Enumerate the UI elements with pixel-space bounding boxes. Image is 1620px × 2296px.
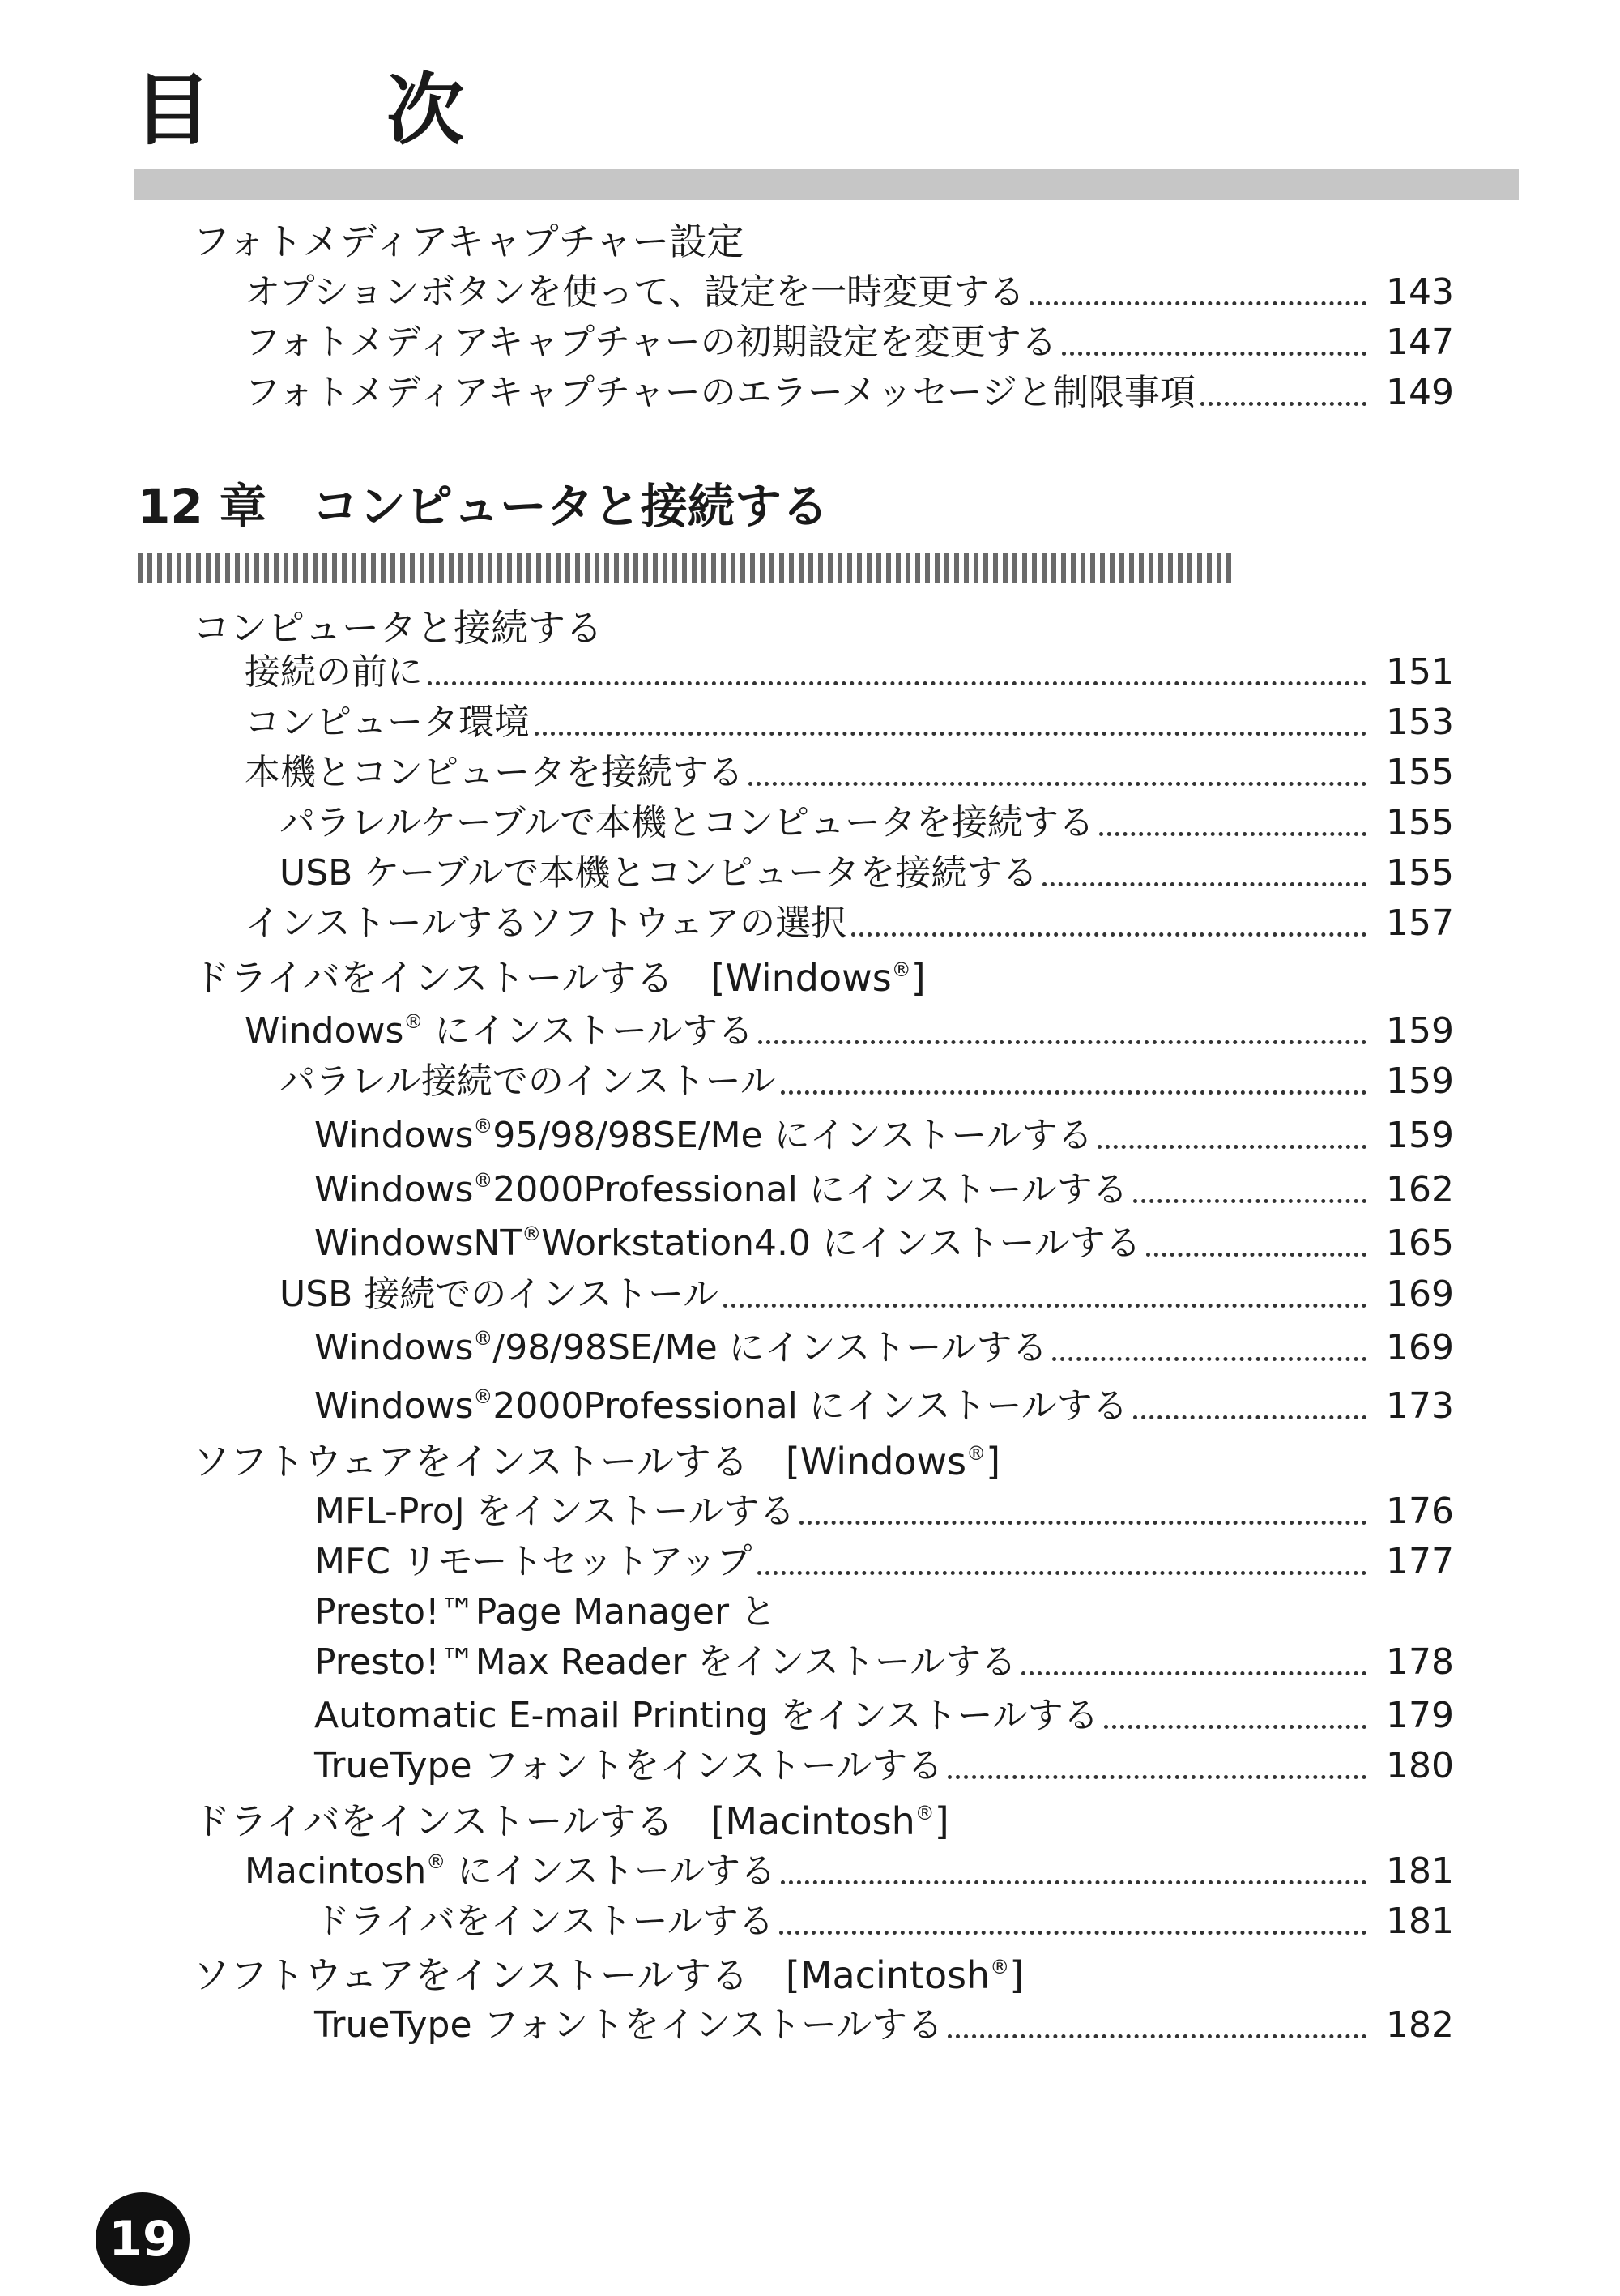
dot-leader xyxy=(799,1521,1366,1525)
section-heading-text xyxy=(193,1953,1024,1997)
label-text: MFL-ProJ をインストールする xyxy=(314,1491,795,1532)
chapter-title xyxy=(138,479,829,534)
entry-label xyxy=(314,1382,1133,1431)
page-title: 目 次 xyxy=(134,65,513,156)
toc-entry xyxy=(314,1324,1454,1372)
page-reference: 162 xyxy=(1386,1169,1454,1210)
label-suffix: 2000Professional にインストールする xyxy=(492,1385,1128,1427)
entry-label xyxy=(314,1638,1021,1687)
toc-entry xyxy=(245,899,1454,948)
label-text: ソフトウェアをインストールする [Macintosh xyxy=(193,1953,991,1997)
dot-leader xyxy=(1104,1725,1366,1729)
label-text: Presto!™Page Manager と xyxy=(314,1591,777,1632)
dot-leader xyxy=(1042,882,1366,886)
page-reference: 179 xyxy=(1386,1695,1454,1736)
dot-leader xyxy=(1052,1357,1366,1361)
toc-entry xyxy=(314,1219,1454,1268)
toc-entry xyxy=(314,1742,1454,1790)
registered-mark: ® xyxy=(966,1442,987,1465)
label-text: TrueType フォントをインストールする xyxy=(314,1745,944,1786)
dot-leader xyxy=(781,1090,1366,1095)
toc-entry xyxy=(314,1166,1454,1214)
page-reference: 151 xyxy=(1386,651,1454,693)
toc-entry xyxy=(245,698,1454,747)
entry-label xyxy=(245,899,851,948)
page-reference: 143 xyxy=(1386,271,1454,313)
toc-entry xyxy=(245,648,1454,697)
page-reference: 181 xyxy=(1386,1901,1454,1942)
page-reference: 177 xyxy=(1386,1541,1454,1582)
entry-label xyxy=(279,1057,781,1106)
dot-leader xyxy=(851,932,1366,937)
label-suffix: Workstation4.0 にインストールする xyxy=(541,1223,1141,1264)
dot-leader xyxy=(1030,301,1366,305)
dot-leader xyxy=(948,2034,1366,2038)
dot-leader xyxy=(1200,402,1366,406)
dot-leader xyxy=(757,1571,1367,1575)
dot-leader xyxy=(1021,1671,1366,1675)
toc-entry xyxy=(245,268,1454,317)
label-text: パラレルケーブルで本機とコンピュータを接続する xyxy=(279,802,1095,843)
entry-label xyxy=(279,1270,723,1319)
entry-label xyxy=(314,1692,1104,1740)
page-reference: 181 xyxy=(1386,1850,1454,1892)
label-text: USB 接続でのインストール xyxy=(279,1274,719,1315)
entry-label xyxy=(245,648,428,697)
dot-leader xyxy=(1146,1253,1366,1257)
label-suffix: 2000Professional にインストールする xyxy=(492,1169,1128,1210)
label-text: ドライバをインストールする [Macintosh xyxy=(193,1799,915,1843)
toc-entry xyxy=(314,1538,1454,1586)
entry-label xyxy=(314,1324,1052,1372)
entry-label xyxy=(245,318,1062,367)
dot-leader xyxy=(779,1931,1366,1935)
registered-mark: ® xyxy=(522,1223,542,1245)
label-text: パラレル接続でのインストール xyxy=(279,1061,776,1102)
entry-label xyxy=(314,1112,1098,1160)
label-text: Windows xyxy=(314,1385,474,1427)
dot-leader xyxy=(1133,1199,1366,1203)
label-text: MFC リモートセットアップ xyxy=(314,1541,752,1582)
registered-mark: ® xyxy=(473,1115,493,1137)
entry-label xyxy=(245,749,748,797)
label-text: コンピュータ環境 xyxy=(245,702,530,743)
registered-mark: ® xyxy=(473,1385,493,1408)
page-reference: 182 xyxy=(1386,2004,1454,2046)
toc-entry xyxy=(314,1487,1454,1536)
page-reference: 155 xyxy=(1386,802,1454,843)
entry-label xyxy=(245,1847,781,1896)
label-text: 本機とコンピュータを接続する xyxy=(245,752,744,793)
toc-entry xyxy=(314,2001,1454,2050)
page-reference: 155 xyxy=(1386,852,1454,894)
section-heading xyxy=(193,604,603,652)
dot-leader xyxy=(428,681,1366,685)
dot-leader xyxy=(1099,832,1366,836)
page-number-badge: 19 xyxy=(96,2192,190,2286)
label-text: WindowsNT xyxy=(314,1223,522,1264)
dot-leader xyxy=(948,1775,1366,1779)
toc-entry xyxy=(245,749,1454,797)
toc-entry xyxy=(245,1007,1454,1056)
entry-label xyxy=(314,1487,799,1536)
chapter-divider-bar xyxy=(138,553,1233,583)
dot-leader xyxy=(1062,352,1366,356)
section-heading xyxy=(193,217,744,266)
toc-entry xyxy=(314,1382,1454,1431)
label-suffix: ] xyxy=(986,1440,1001,1483)
toc-entry xyxy=(314,1897,1454,1946)
dot-leader xyxy=(535,732,1366,736)
title-divider-bar xyxy=(134,169,1519,200)
label-text: Presto!™Max Reader をインストールする xyxy=(314,1641,1017,1683)
entry-label xyxy=(245,268,1030,317)
page-reference: 173 xyxy=(1386,1385,1454,1427)
label-text: Automatic E-mail Printing をインストールする xyxy=(314,1695,1099,1736)
entry-label xyxy=(245,369,1200,417)
toc-entry xyxy=(279,849,1454,898)
entry-label xyxy=(314,2001,948,2050)
dot-leader xyxy=(1098,1145,1366,1149)
label-text: コンピュータと接続する xyxy=(193,606,603,650)
toc-entry xyxy=(314,1112,1454,1160)
entry-label xyxy=(314,1742,948,1790)
label-suffix: /98/98SE/Me にインストールする xyxy=(492,1327,1048,1368)
page-reference: 153 xyxy=(1386,702,1454,743)
section-heading xyxy=(193,1797,949,1846)
page-reference: 169 xyxy=(1386,1327,1454,1368)
label-text: 接続の前に xyxy=(245,651,423,693)
toc-entry xyxy=(279,799,1454,847)
label-text: Windows xyxy=(314,1327,474,1368)
page-reference: 159 xyxy=(1386,1115,1454,1156)
section-heading-text xyxy=(193,1799,949,1843)
page-reference: 147 xyxy=(1386,322,1454,363)
section-heading xyxy=(193,1437,1000,1486)
label-suffix: ] xyxy=(910,956,926,1000)
label-text: ソフトウェアをインストールする [Windows xyxy=(193,1440,967,1483)
page-reference: 157 xyxy=(1386,903,1454,944)
section-heading-text xyxy=(193,606,603,650)
registered-mark: ® xyxy=(914,1802,935,1824)
section-heading-text xyxy=(193,956,926,1000)
label-text: フォトメディアキャプチャーの初期設定を変更する xyxy=(245,322,1057,363)
toc-entry xyxy=(314,1692,1454,1740)
toc-entry xyxy=(279,1270,1454,1319)
page-reference: 180 xyxy=(1386,1745,1454,1786)
section-heading xyxy=(193,954,926,1002)
label-suffix: 95/98/98SE/Me にインストールする xyxy=(492,1115,1094,1156)
page-reference: 159 xyxy=(1386,1061,1454,1102)
toc-entry xyxy=(314,1638,1454,1687)
label-suffix: にインストールする xyxy=(446,1850,777,1892)
registered-mark: ® xyxy=(891,958,911,981)
dot-leader xyxy=(781,1880,1366,1884)
dot-leader xyxy=(723,1304,1366,1308)
entry-label xyxy=(314,1897,779,1946)
label-text: オプションボタンを使って、設定を一時変更する xyxy=(245,271,1025,313)
registered-mark: ® xyxy=(473,1169,493,1192)
label-text: USB ケーブルで本機とコンピュータを接続する xyxy=(279,852,1038,894)
label-suffix: にインストールする xyxy=(423,1010,754,1052)
page-reference: 176 xyxy=(1386,1491,1454,1532)
toc-entry xyxy=(245,1847,1454,1896)
dot-leader xyxy=(758,1040,1366,1044)
label-text: インストールするソフトウェアの選択 xyxy=(245,903,847,944)
page-reference: 169 xyxy=(1386,1274,1454,1315)
page-reference: 159 xyxy=(1386,1010,1454,1052)
toc-entry xyxy=(245,369,1454,417)
section-heading-text xyxy=(193,1440,1000,1483)
registered-mark: ® xyxy=(990,1956,1010,1978)
chapter-number: 12 章 xyxy=(138,479,266,534)
toc-entry-line xyxy=(314,1588,776,1637)
label-suffix: ] xyxy=(1009,1953,1025,1997)
registered-mark: ® xyxy=(403,1010,424,1033)
entry-label xyxy=(279,799,1099,847)
page-reference: 165 xyxy=(1386,1223,1454,1264)
label-text: フォトメディアキャプチャー設定 xyxy=(193,220,744,263)
label-text: Macintosh xyxy=(245,1850,427,1892)
entry-label xyxy=(314,1538,757,1586)
registered-mark: ® xyxy=(473,1327,493,1350)
registered-mark: ® xyxy=(426,1850,446,1873)
label-suffix: ] xyxy=(934,1799,949,1843)
entry-label xyxy=(245,1007,758,1056)
entry-label xyxy=(314,1166,1133,1214)
label-text: フォトメディアキャプチャーのエラーメッセージと制限事項 xyxy=(245,372,1196,413)
entry-label xyxy=(279,849,1042,898)
label-text: TrueType フォントをインストールする xyxy=(314,2004,944,2046)
page-reference: 155 xyxy=(1386,752,1454,793)
label-text: Windows xyxy=(245,1010,404,1052)
toc-entry xyxy=(245,318,1454,367)
label-text: ドライバをインストールする [Windows xyxy=(193,956,892,1000)
entry-label xyxy=(245,698,535,747)
label-text: ドライバをインストールする xyxy=(314,1901,774,1942)
page-reference: 149 xyxy=(1386,372,1454,413)
label-text: Windows xyxy=(314,1115,474,1156)
chapter-name: コンピュータと接続する xyxy=(311,479,829,534)
label-text: Windows xyxy=(314,1169,474,1210)
dot-leader xyxy=(748,782,1366,786)
dot-leader xyxy=(1133,1415,1366,1419)
page-reference: 178 xyxy=(1386,1641,1454,1683)
section-heading-text xyxy=(193,220,744,263)
entry-label xyxy=(314,1219,1146,1268)
toc-entry xyxy=(279,1057,1454,1106)
entry-label xyxy=(314,1591,776,1632)
section-heading xyxy=(193,1951,1024,1999)
